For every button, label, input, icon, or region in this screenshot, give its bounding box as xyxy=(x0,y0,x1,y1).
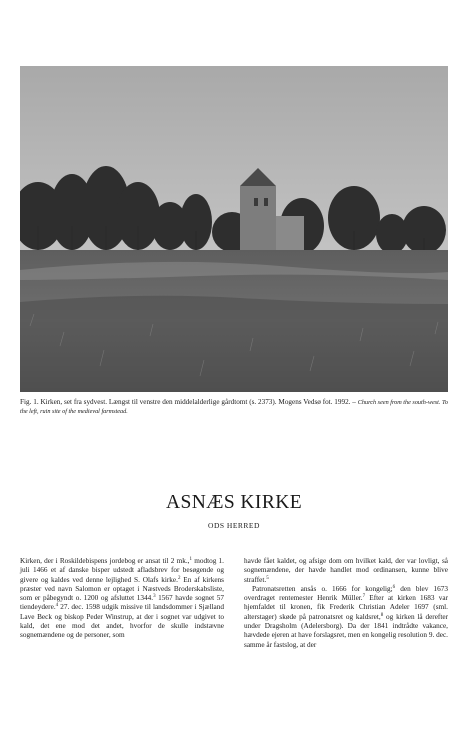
text-column-left xyxy=(20,557,224,641)
text-run: Efter at kirken 1683 var hjemfaldet til kronen, fik Frederik Christian Adeler 1697 (sml. alterstager) skøde på patronatsret og kaldsret, xyxy=(244,594,448,621)
footnote-ref[interactable]: 1 xyxy=(189,557,192,562)
caption-english: Church seen from the south-west. To the left, ruin site of the medieval farmstead. xyxy=(20,399,448,415)
text-run: modtog 1. juli 1466 et af danske bisper udstedt afladsbrev for besøgende og givere og kaldes ved denne lejlighed S. Olafs kirke. xyxy=(20,557,224,584)
text-run: En af kirkens præster ved navn Salomon er optaget i Næstveds Broderskabsliste, som er påbegyndt o. 1200 og afsluttet 1344. xyxy=(20,575,224,603)
text-run: den blev 1673 overdraget rentemester Henrik Müller. xyxy=(244,584,448,603)
paragraph xyxy=(20,557,224,641)
text-run: Patronatsretten ansås o. 1666 for kongelig; xyxy=(252,584,393,593)
footnote-ref[interactable]: 4 xyxy=(55,603,59,609)
text-run: havde fået kaldet, og afsige dom om hvilket kald, der var lovligt, så sognemændene, der havde handlet mod ordinansen, kunne blive straffet. xyxy=(244,557,448,584)
text-run: Kirken, der i Roskildebispens jordebog er ansat til 2 mk., xyxy=(20,557,190,565)
church-landscape-image xyxy=(20,66,448,392)
footnote-ref[interactable]: 5 xyxy=(266,575,269,581)
footnote-ref[interactable]: 7 xyxy=(362,594,366,600)
figure-caption xyxy=(20,398,448,416)
text-run: 27. dec. 1598 udgik missive til landsdommer i Sjælland Lave Beck og biskop Peder Winstrup, at der i sognet var udgivet to kald, det ene mod det andet, hvorfor de skulle indstævne sognemændene og de personer, som xyxy=(20,603,224,640)
text-column-right xyxy=(244,557,448,650)
footnote-ref[interactable]: 6 xyxy=(392,584,396,590)
page-title: ASNÆS KIRKE xyxy=(165,492,303,513)
paragraph xyxy=(244,585,448,650)
page-subtitle: ODS HERRED xyxy=(208,521,260,530)
footnote-ref[interactable]: 2 xyxy=(177,575,181,581)
text-run: og kirken lå derefter under Dragsholm (Adelersborg). Da der 1841 indtrådte vakance, hævdede ejeren at have forslagsret, men en kongelig resolution 9. dec. samme år fastslog, at der xyxy=(244,612,448,649)
caption-danish: Fig. 1. Kirken, set fra sydvest. Længst til venstre den middelalderlige gårdtomt (s. 2373). Mogens Vedsø fot. 1992. – xyxy=(20,398,356,406)
footnote-ref[interactable]: 3 xyxy=(153,594,156,600)
paragraph xyxy=(244,557,448,585)
church-photograph xyxy=(20,66,448,392)
footnote-ref[interactable]: 8 xyxy=(380,612,384,618)
text-run: 1567 havde sognet 57 tiendeydere. xyxy=(20,594,224,612)
